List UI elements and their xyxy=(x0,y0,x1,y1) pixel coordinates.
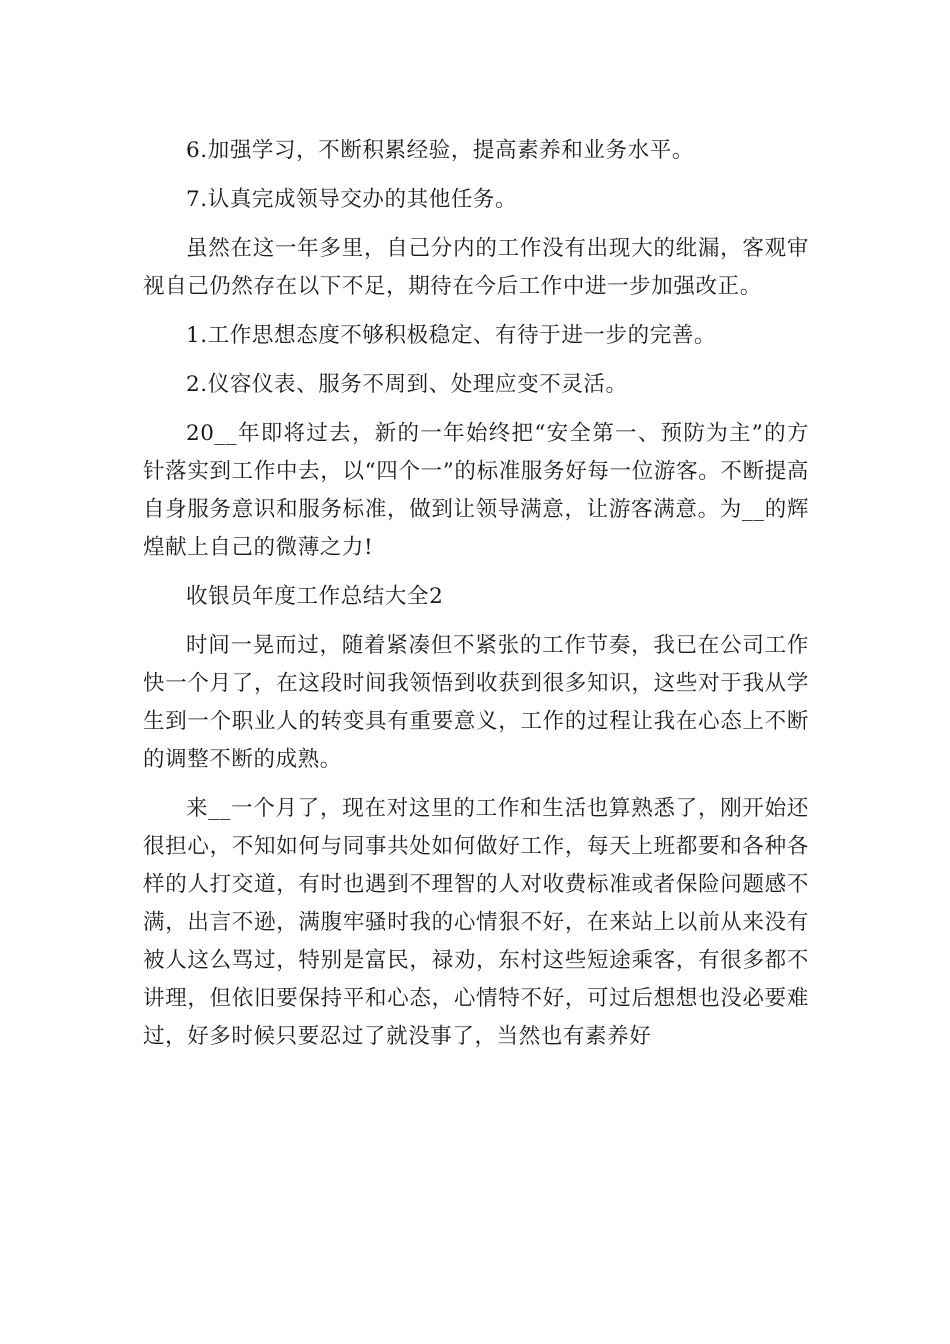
document-body xyxy=(143,132,809,1067)
section-heading: 收银员年度工作总结大全2 xyxy=(186,584,444,609)
paragraph-item-6: 6.加强学习，不断积累经验，提高素养和业务水平。 xyxy=(186,138,694,163)
paragraph-reflection: 时间一晃而过，随着紧凑但不紧张的工作节奏，我已在公司工作快一个月了，在这段时间我领悟到收获到很多知识，这些对于我从学生到一个职业人的转变具有重要意义，工作的过程让我在心态上不断的调整不断的成熟。 xyxy=(143,633,809,772)
paragraph-shortcoming-1: 1.工作思想态度不够积极稳定、有待于进一步的完善。 xyxy=(186,323,717,348)
paragraph-shortcomings-intro: 虽然在这一年多里，自己分内的工作没有出现大的纰漏，客观审视自己仍然存在以下不足，期待在今后工作中进一步加强改正。 xyxy=(143,236,809,299)
paragraph-shortcoming-2: 2.仪容仪表、服务不周到、处理应变不灵活。 xyxy=(186,372,628,397)
paragraph-outlook: 20__年即将过去，新的一年始终把“安全第一、预防为主”的方针落实到工作中去，以“四个一”的标准服务好每一位游客。不断提高自身服务意识和服务标准，做到让领导满意，让游客满意。为__的辉煌献上自己的微薄之力! xyxy=(143,421,809,560)
paragraph-experience: 来__一个月了，现在对这里的工作和生活也算熟悉了，刚开始还很担心，不知如何与同事共处如何做好工作，每天上班都要和各种各样的人打交道，有时也遇到不理智的人对收费标准或者保险问题感不满，出言不逊，满腹牢骚时我的心情狠不好，在来站上以前从来没有被人这么骂过，特别是富民，禄劝，东村这些短途乘客，有很多都不讲理，但依旧要保持平和心态，心情特不好，可过后想想也没必要难过，好多时候只要忍过了就没事了，当然也有素养好 xyxy=(143,796,809,1049)
paragraph-item-7: 7.认真完成领导交办的其他任务。 xyxy=(186,187,518,212)
